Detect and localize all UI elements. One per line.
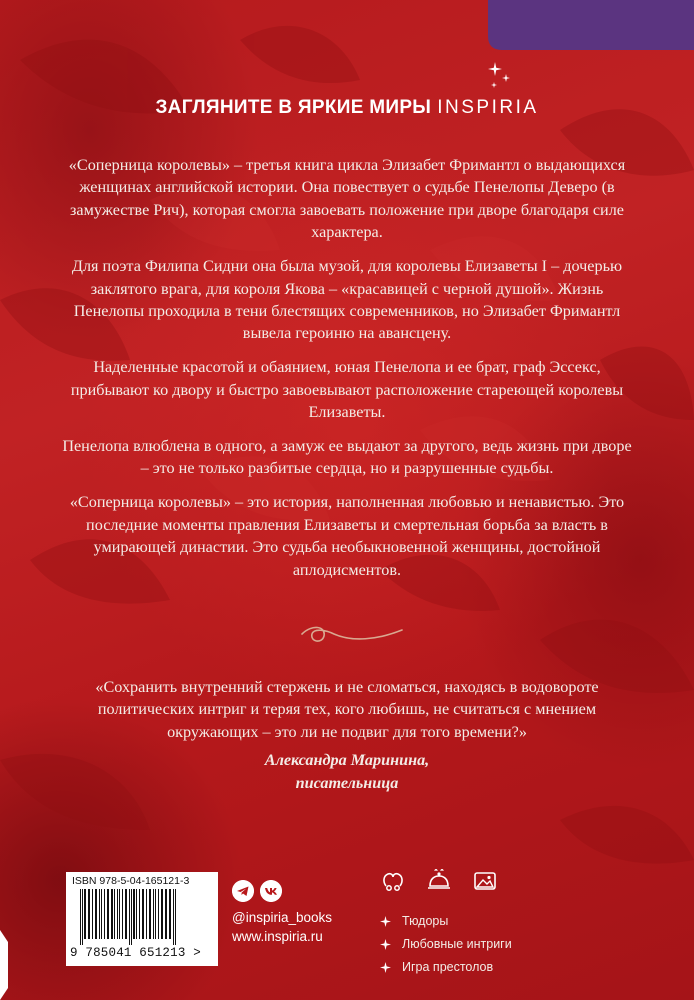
genre-item	[380, 910, 512, 933]
book-description	[60, 154, 634, 592]
vk-icon[interactable]	[260, 880, 282, 902]
genre-label: Тюдоры	[402, 914, 449, 928]
review-quote	[60, 676, 634, 794]
genre-label: Любовные интриги	[402, 937, 512, 951]
genre-label: Игра престолов	[402, 960, 494, 974]
genre-icons	[380, 868, 500, 898]
social-links	[232, 880, 382, 946]
ribbon-banner	[488, 0, 694, 50]
genre-item	[380, 933, 512, 956]
description-paragraph: «Соперница королевы» – это история, наполненная любовью и ненавистью. Это последние моменты правления Елизаветы и смертельная борьба за власть в умирающей династии. Это судьба необыкновенной женщины, достойной аплодисментов.	[69, 493, 625, 579]
genre-item	[380, 956, 512, 979]
website-link[interactable]: www.inspiria.ru	[232, 929, 323, 944]
description-paragraph: Пенелопа влюблена в одного, а замуж ее выдают за другого, ведь жизнь при дворе – это не только разбитые сердца, но и разрушенные судьбы.	[62, 436, 632, 478]
social-handle[interactable]: @inspiria_books	[232, 910, 333, 925]
description-paragraph: «Соперница королевы» – третья книга цикла Элизабет Фримантл о выдающихся женщинах английской истории. Она повествует о судьбе Пенелопы Деверо (в замужестве Рич), которая смогла завоевать положение при дворе благодаря силе характера.	[68, 156, 626, 242]
isbn-label: ISBN 978-5-04-165121-3	[72, 875, 190, 887]
star-icon	[380, 916, 391, 927]
publisher-name: INSPIRIA	[437, 97, 539, 118]
quote-text: «Сохранить внутренний стержень и не сломаться, находясь в водовороте политических интриг и теряя тех, кого любишь, не считаться с мнением окружающих – это ли не подвиг для того времени?»	[95, 678, 599, 741]
description-paragraph: Наделенные красотой и обаянием, юная Пенелопа и ее брат, граф Эссекс, прибывают ко двору и быстро завоевывают расположение стареющей королевы Елизаветы.	[70, 358, 624, 422]
quote-author: Александра Маринина,	[264, 751, 430, 770]
description-paragraph: Для поэта Филипа Сидни она была музой, для королевы Елизаветы I – дочерью заклятого врага, для короля Якова – «красавицей с черной душой». Жизнь Пенелопы проходила в тени блестящих современников, но Элизабет Фримантл вывела героиню на авансцену.	[71, 257, 623, 343]
isbn-barcode	[66, 872, 218, 966]
genre-list	[380, 910, 512, 979]
image-icon	[472, 868, 498, 894]
barcode-bars	[78, 889, 208, 945]
star-icon	[380, 939, 391, 950]
page-edge-notch	[0, 930, 8, 1000]
romance-icon	[380, 868, 406, 894]
barcode-digits: 9 785041 651213 >	[70, 946, 201, 960]
tagline-text: ЗАГЛЯНИТЕ В ЯРКИЕ МИРЫ	[155, 97, 432, 118]
star-icon	[380, 962, 391, 973]
flourish-divider	[282, 618, 412, 648]
court-dish-icon	[426, 868, 452, 894]
telegram-icon[interactable]	[232, 880, 254, 902]
publisher-tagline	[0, 97, 694, 119]
quote-author-role: писательница	[295, 773, 399, 792]
sparkle-icon	[486, 60, 514, 90]
